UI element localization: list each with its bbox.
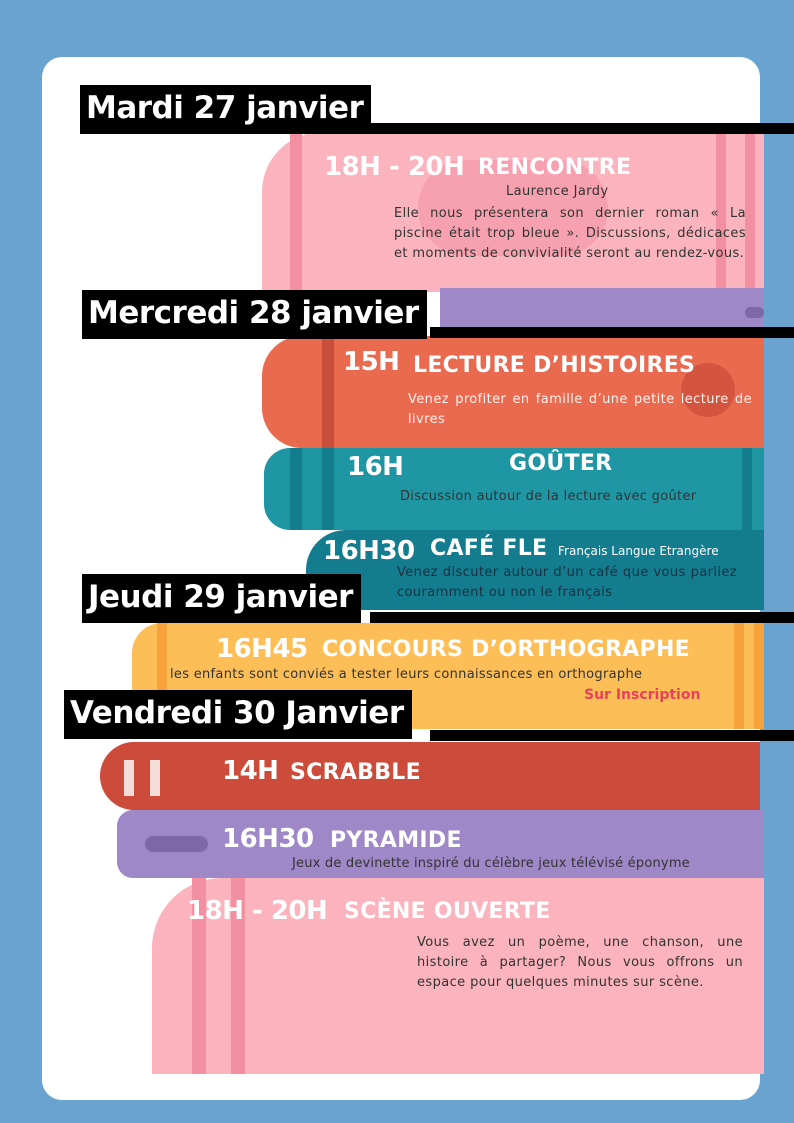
event-description: Venez profiter en famille d’une petite lecture de livres	[408, 392, 752, 427]
event-description: Jeux de devinette inspiré du célèbre jeux télévisé éponyme	[292, 856, 690, 871]
event-title: CONCOURS D’ORTHOGRAPHE	[322, 637, 690, 662]
event-time: 18H - 20H	[187, 896, 328, 926]
event-time: 14H	[222, 756, 279, 786]
event-title: SCÈNE OUVERTE	[344, 899, 551, 924]
event-time: 16H30	[222, 824, 314, 854]
book-stripe	[290, 448, 302, 530]
day-heading-friday: Vendredi 30 Janvier	[64, 690, 412, 739]
day-rule	[430, 327, 794, 338]
book-stripe	[734, 623, 744, 729]
event-description: Elle nous présentera son dernier roman « La piscine était trop bleue ». Discussions, dédicaces et moments de convivialité seront au rendez-vous.	[394, 206, 746, 261]
day-heading-thursday: Jeudi 29 janvier	[82, 574, 361, 623]
event-time: 16H30	[323, 536, 415, 566]
event-subtitle: Français Langue Etrangère	[558, 544, 719, 558]
event-time: 16H	[347, 452, 404, 482]
day-rule	[360, 123, 794, 134]
event-title: GOÛTER	[509, 451, 613, 476]
book-stripe	[290, 132, 302, 292]
day-rule	[430, 730, 794, 741]
book-decor-pill	[745, 307, 764, 318]
day-heading-wednesday: Mercredi 28 janvier	[82, 290, 427, 339]
book-stripe	[322, 448, 334, 530]
book-stripe	[754, 623, 764, 729]
book-stripe	[745, 132, 755, 292]
event-title: PYRAMIDE	[330, 828, 462, 853]
event-description: les enfants sont conviés a tester leurs connaissances en orthographe	[170, 667, 643, 682]
event-time: 18H - 20H	[324, 152, 465, 182]
book-scrabble	[100, 742, 760, 810]
registration-note: Sur Inscription	[584, 687, 701, 703]
event-time: 15H	[343, 347, 400, 377]
book-purple-strip	[440, 288, 764, 328]
event-speaker: Laurence Jardy	[506, 184, 609, 199]
event-title: SCRABBLE	[290, 760, 421, 785]
event-description: Venez discuter autour d’un café que vous parliez couramment ou non le français	[397, 565, 737, 600]
event-title: RENCONTRE	[478, 155, 632, 180]
book-stripe	[322, 336, 334, 448]
day-heading-tuesday: Mardi 27 janvier	[80, 85, 371, 134]
book-decor-pill	[145, 836, 208, 852]
event-time: 16H45	[216, 634, 308, 664]
book-decor-bar	[124, 760, 134, 796]
event-title: LECTURE D’HISTOIRES	[413, 353, 696, 378]
event-title: CAFÉ FLE	[430, 536, 548, 561]
event-description: Vous avez un poème, une chanson, une histoire à partager? Nous vous offrons un espace pour quelques minutes sur scène.	[417, 935, 743, 990]
day-rule	[370, 612, 794, 623]
event-description: Discussion autour de la lecture avec goûter	[400, 489, 697, 504]
book-decor-bar	[150, 760, 160, 796]
